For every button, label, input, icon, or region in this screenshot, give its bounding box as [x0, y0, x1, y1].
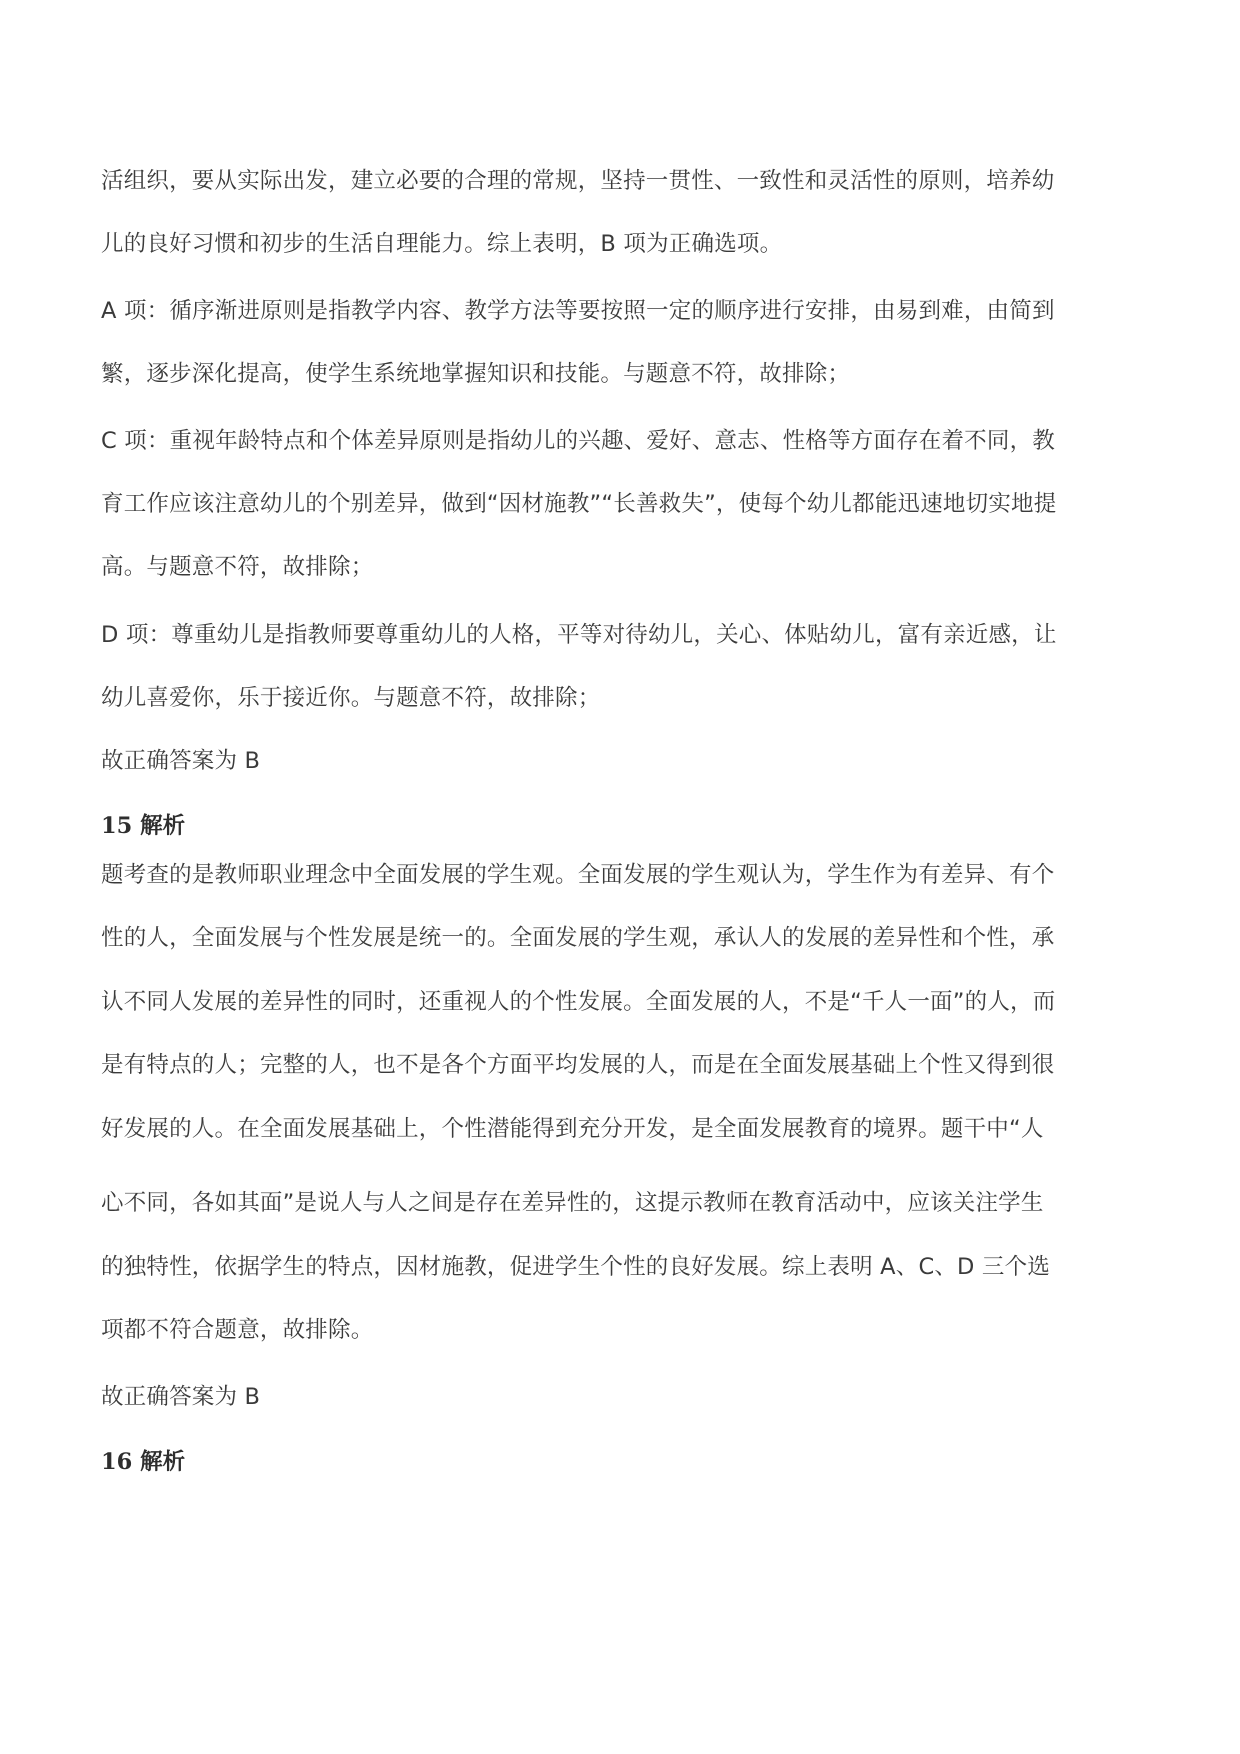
- option-d-line-1: D 项：尊重幼儿是指教师要尊重幼儿的人格，平等对待幼儿，关心、体贴幼儿，富有亲近感，让: [101, 622, 1057, 648]
- answer-14: 故正确答案为 B: [101, 748, 261, 774]
- option-a-line-1: A 项：循序渐进原则是指教学内容、教学方法等要按照一定的顺序进行安排，由易到难，由简到: [101, 298, 1055, 324]
- section-16-heading: 16 解析: [101, 1449, 186, 1475]
- option-c-line-1: C 项：重视年龄特点和个体差异原则是指幼儿的兴趣、爱好、意志、性格等方面存在着不同，教: [101, 428, 1055, 454]
- intro-line-2: 儿的良好习惯和初步的生活自理能力。综上表明，B 项为正确选项。: [101, 231, 783, 257]
- section-15-heading: 15 解析: [101, 813, 186, 839]
- section-15-line-1: 题考查的是教师职业理念中全面发展的学生观。全面发展的学生观认为，学生作为有差异、有个: [101, 862, 1055, 888]
- intro-line-1: 活组织，要从实际出发，建立必要的合理的常规，坚持一贯性、一致性和灵活性的原则，培养幼: [101, 168, 1055, 194]
- option-c-line-2: 育工作应该注意幼儿的个别差异，做到“因材施教”“长善救失”，使每个幼儿都能迅速地切实地提: [101, 491, 1057, 517]
- section-15-line-5: 好发展的人。在全面发展基础上，个性潜能得到充分开发，是全面发展教育的境界。题干中“人: [101, 1116, 1044, 1142]
- section-15-answer: 故正确答案为 B: [101, 1384, 261, 1410]
- section-15-line-6: 心不同，各如其面”是说人与人之间是存在差异性的，这提示教师在教育活动中，应该关注学生: [101, 1190, 1044, 1216]
- section-15-line-3: 认不同人发展的差异性的同时，还重视人的个性发展。全面发展的人，不是“千人一面”的人，而: [101, 989, 1056, 1015]
- section-15-line-4: 是有特点的人；完整的人，也不是各个方面平均发展的人，而是在全面发展基础上个性又得到很: [101, 1052, 1055, 1078]
- section-15-line-7: 的独特性，依据学生的特点，因材施教，促进学生个性的良好发展。综上表明 A、C、D 三个选: [101, 1254, 1051, 1280]
- option-d-line-2: 幼儿喜爱你，乐于接近你。与题意不符，故排除；: [101, 685, 601, 711]
- section-15-line-8: 项都不符合题意，故排除。: [101, 1317, 374, 1343]
- section-15-line-2: 性的人，全面发展与个性发展是统一的。全面发展的学生观，承认人的发展的差异性和个性，承: [101, 925, 1055, 951]
- option-a-line-2: 繁，逐步深化提高，使学生系统地掌握知识和技能。与题意不符，故排除；: [101, 361, 851, 387]
- option-c-line-3: 高。与题意不符，故排除；: [101, 554, 374, 580]
